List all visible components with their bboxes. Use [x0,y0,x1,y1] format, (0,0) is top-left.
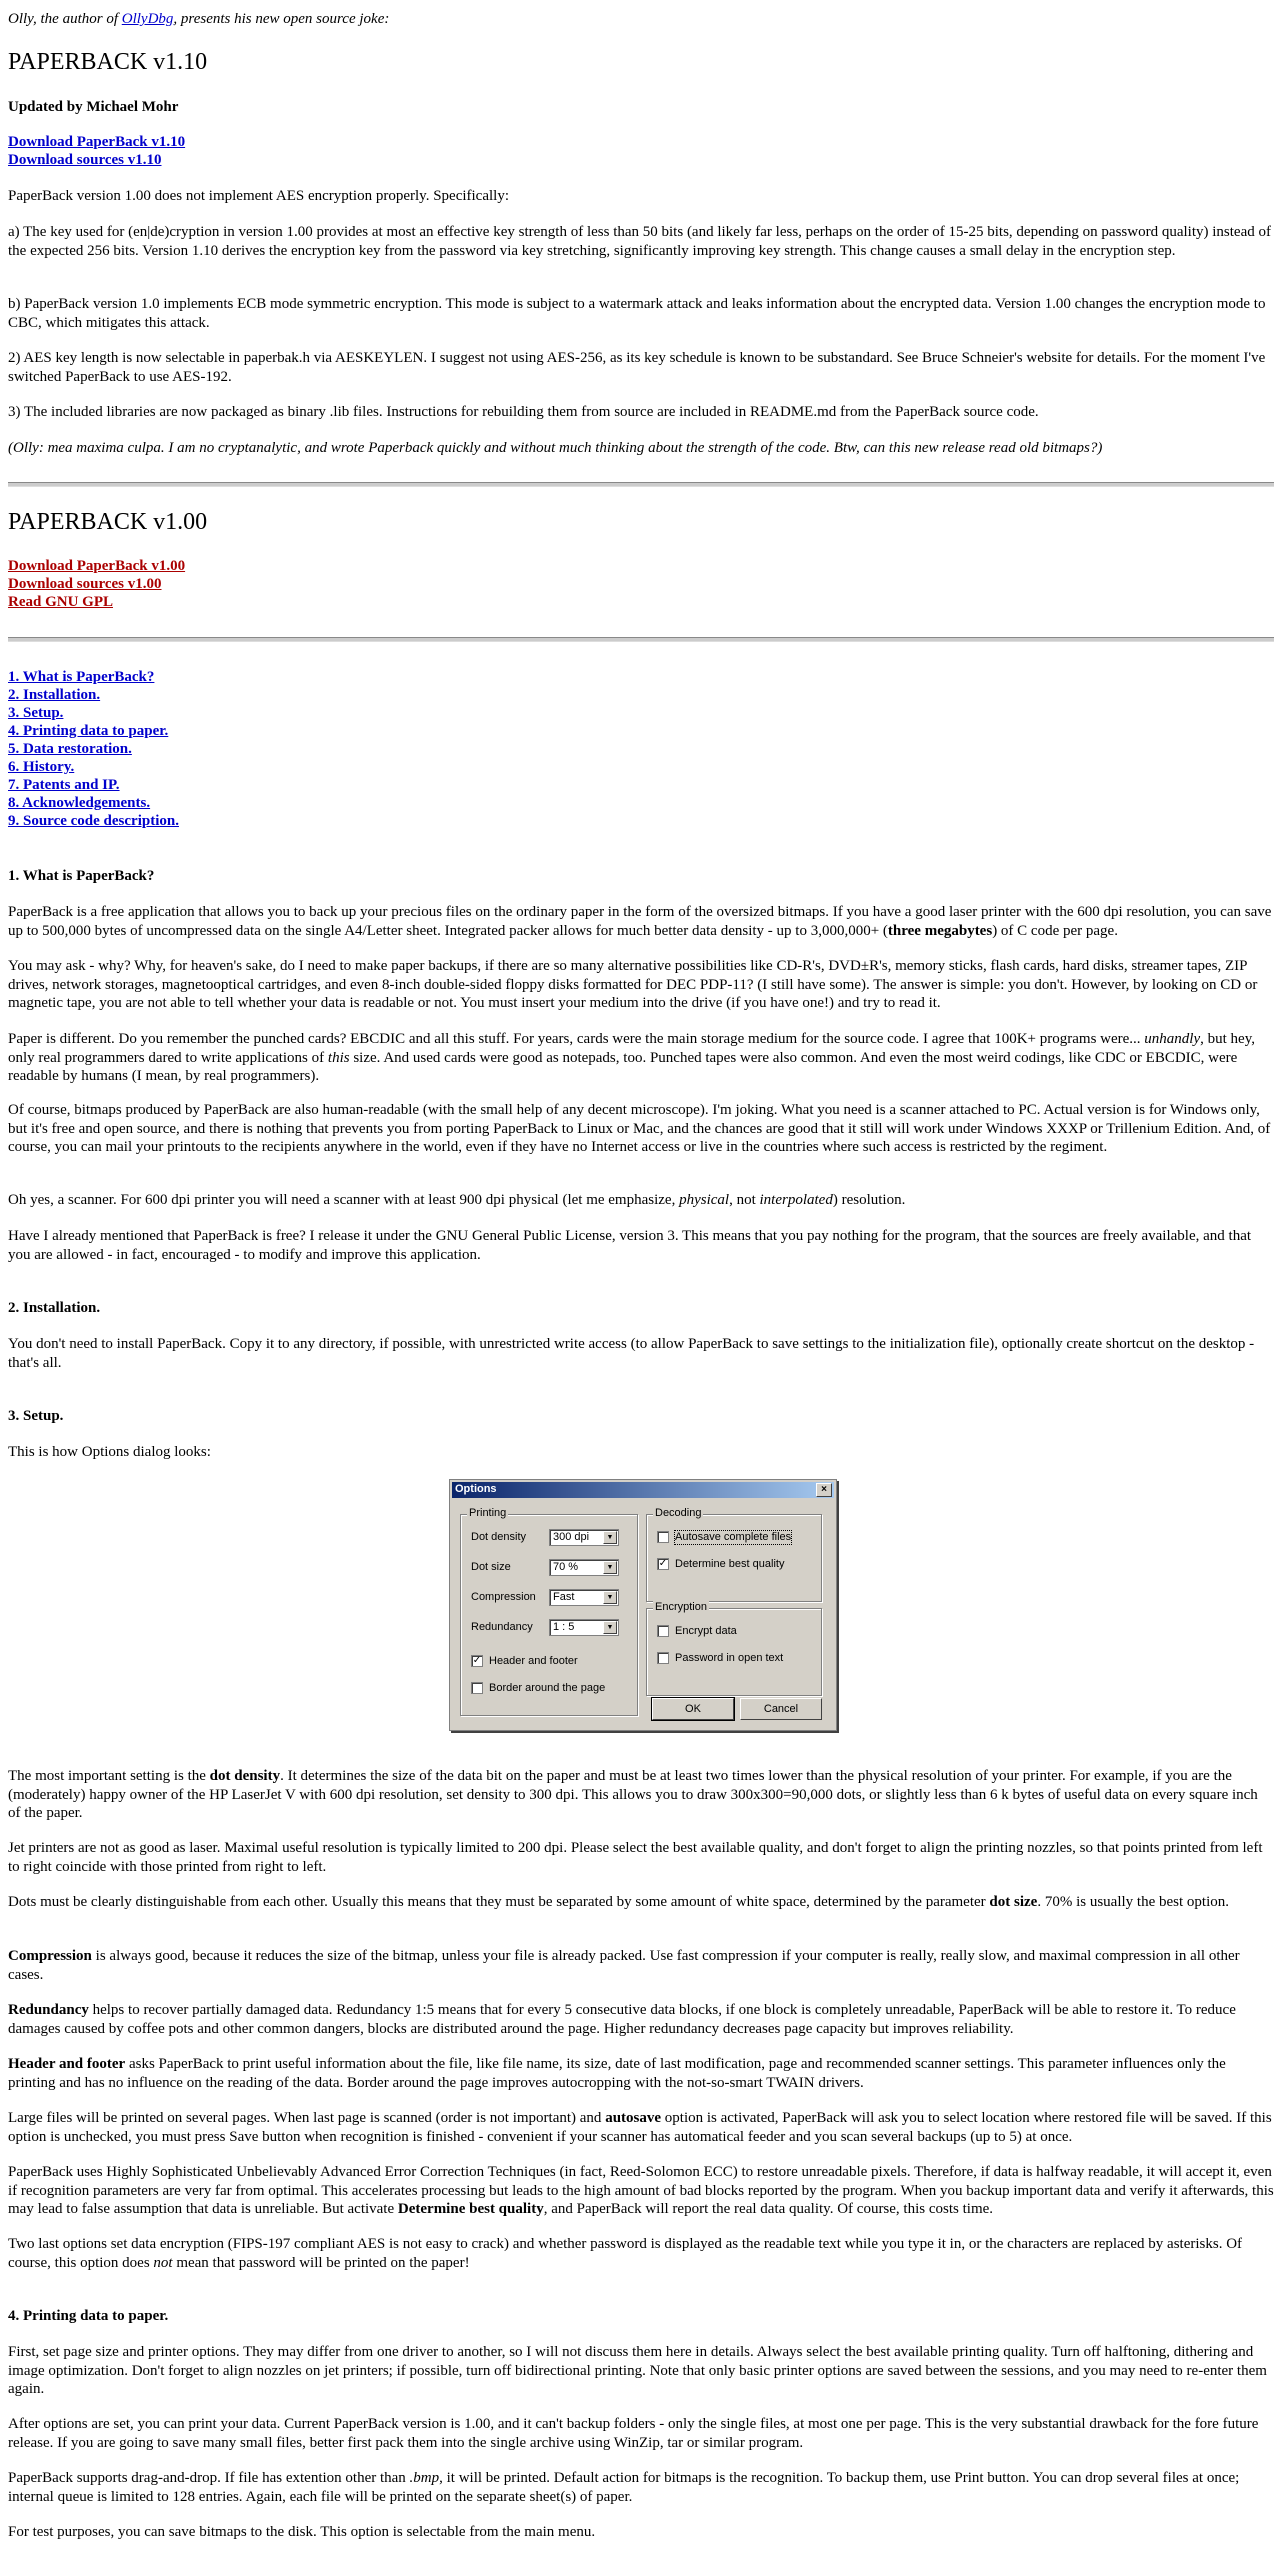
group-title: Printing [469,1507,507,1519]
section-4-heading: 4. Printing data to paper. [8,2308,169,2324]
intro-text-2: , presents his new open source joke: [173,11,390,27]
text: ) of C code per page. [992,922,1118,939]
select-value: 1 : 5 [553,1621,575,1633]
s3-para-2: Jet printers are not as good as laser. Maximal useful resolution is typically limited to 200 dpi. Please select the best available quality, and don't forget to align the printing nozzles, so that points printed from left to right coincide with those printed from right to left. [8,1840,1263,1875]
text: size. And used cards were good as notepads, too. Punched tapes were also common. And even the most weird codings, like CDC or EBCDIC, were readable by humans (I mean, by real programmers). [8,1049,1238,1084]
toc-item[interactable]: 7. Patents and IP. [8,777,120,793]
options-dialog [449,1479,837,1731]
text: , it will be printed. Default action for bitmaps is the recognition. To backup them, use Print button. You can drop several files at once; internal queue is limited to 128 entries. Again, each file will be printed on the separate sheet(s) of paper. [8,2470,1240,2505]
text: , and PaperBack will report the real data quality. Of course, this costs time. [543,2201,994,2217]
s3-intro: This is how Options dialog looks: [8,1444,211,1460]
autosave-label: Autosave complete files [675,1531,792,1543]
toc-item[interactable]: 8. Acknowledgements. [8,795,151,811]
section-2-heading: 2. Installation. [8,1300,101,1316]
divider [8,482,1274,487]
text: ) resolution. [832,1192,906,1208]
password-open-label: Password in open text [675,1652,784,1664]
text-italic: interpolated [759,1192,833,1208]
s3-para-8 [8,2163,1274,2219]
text: asks PaperBack to print useful information about the file, like file name, its size, date of last modification, page and recommended scanner settings. This parameter influences only the printing and has no influence on the reading of the data. Border around the page improves autocropping with the not-so-smart TWAIN drivers. [8,2056,1226,2091]
text: PaperBack uses Highly Sophisticated Unbelievably Advanced Error Correction Techniques (in fact, Reed-Solomon ECC) to restore unreadable pixels. Therefore, if data is halfway readable, it will accept it, even if recognition parameters are very far from optimal. This accelerates processing but leads to the high amount of bad blocks reported by the program. When you backup important data and verify it afterwards, this may lead to false assumption that data is unreliable. But activate [8,2164,1274,2217]
dot-density-select[interactable] [549,1529,619,1546]
header-footer-checkbox[interactable]: ✓ [472,1655,482,1666]
v100-title: PAPERBACK v1.00 [8,509,208,535]
group-title: Encryption [655,1601,707,1613]
dropdown-arrow-icon: ▼ [603,1621,617,1634]
s2-para-1: You don't need to install PaperBack. Copy it to any directory, if possible, with unrestricted write access (to allow PaperBack to save settings to the initialization file), optionally create shortcut on the desktop - that's all. [8,1336,1255,1371]
text: Dots must be clearly distinguishable from each other. Usually this means that they must be separated by some amount of white space, determined by the parameter [8,1894,990,1910]
compression-label: Compression [471,1591,536,1603]
s4-para-1: First, set page size and printer options. They may differ from one driver to another, so I will not discuss them here in details. Always select the best available printing quality. Turn off halftoning, dithering and image optimization. Don't forget to align nozzles on jet printers; if possible, turn off bidirectional printing. Note that only basic printer options are saved between the sessions, and you may need to re-enter them again. [8,2344,1267,2397]
dropdown-arrow-icon: ▼ [603,1561,617,1574]
text-italic: not [153,2254,173,2271]
text: Paper is different. Do you remember the punched cards? EBCDIC and all this stuff. For years, cards were the main storage medium for the source code. I agree that 100K+ programs were... [8,1031,1145,1047]
s3-para-3 [8,1893,1274,1912]
text-bold: Redundancy [8,2002,89,2018]
download-sources-110-link[interactable]: Download sources v1.10 [8,152,162,168]
text: , but hey, only real programmers dared to write applications of [8,1031,1255,1066]
dropdown-arrow-icon: ▼ [603,1531,617,1544]
decoding-group [646,1507,822,1602]
text-italic: this [327,1049,350,1066]
s4-para-2: After options are set, you can print your data. Current PaperBack version is 1.00, and it can't backup folders - only the single files, at most one per page. This is the very substantial drawback for the fore future release. If you are going to save many small files, better first pack them into the single archive using WinZip, tar or similar program. [8,2416,1259,2451]
dot-size-label: Dot size [471,1561,511,1573]
encrypt-label: Encrypt data [675,1625,737,1637]
autosave-checkbox[interactable] [657,1531,669,1543]
s3-para-1 [8,1767,1274,1823]
v110-para-2: a) The key used for (en|de)cryption in version 1.00 provides at most an effective key strength of less than 50 bits (and likely far less, perhaps on the order of 15-25 bits, depending on password quality) instead of the expected 256 bits. Version 1.10 derives the encryption key from the password via key stretching, significantly improving key strength. This change causes a small delay in the encryption step. [8,224,1271,259]
toc-item[interactable]: 6. History. [8,759,75,775]
text: PaperBack is a free application that allows you to back up your precious files on the ordinary paper in the form of the oversized bitmaps. If you have a good laser printer with the 600 dpi resolution, you can save up to 500,000 bytes of uncompressed data on the single A4/Letter sheet. Integrated packer allows for much better data density - up to 3,000,000+ ( [8,904,1272,939]
v110-downloads [8,133,1274,169]
best-quality-label: Determine best quality [675,1558,785,1570]
text: is always good, because it reduces the size of the bitmap, unless your file is already packed. Use fast compression if your computer is really, really slow, and maximal compression in all other cases. [8,1948,1240,1983]
section-3-heading: 3. Setup. [8,1408,64,1424]
text: PaperBack supports drag-and-drop. If file has extention other than [8,2470,410,2486]
text-bold: Compression [8,1948,92,1964]
s1-para-6: Have I already mentioned that PaperBack is free? I release it under the GNU General Public License, version 3. This means that you pay nothing for the program, that the sources are freely available, and that you are allowed - in fact, encouraged - to modify and improve this application. [8,1228,1252,1263]
close-icon[interactable]: × [816,1483,832,1497]
border-checkbox[interactable] [471,1682,483,1694]
download-paperback-110-link[interactable]: Download PaperBack v1.10 [8,134,186,150]
redundancy-label: Redundancy [471,1621,533,1633]
best-quality-checkbox[interactable]: ✓ [658,1558,668,1569]
border-label: Border around the page [489,1682,606,1694]
toc-item[interactable]: 9. Source code description. [8,813,179,829]
text-italic: physical [679,1192,730,1208]
select-value: 70 % [553,1561,579,1573]
header-footer-label: Header and footer [489,1655,578,1667]
group-title: Decoding [655,1507,702,1519]
toc-item[interactable]: 4. Printing data to paper. [8,723,169,739]
s3-para-4 [8,1947,1274,1984]
intro [8,10,389,29]
text: Two last options set data encryption (FIPS-197 compliant AES is not easy to crack) and whether password is displayed as the readable text while you type it in, or the characters are replaced by asterisks. Of course, this option does [8,2236,1243,2271]
cancel-button[interactable]: Cancel [740,1698,822,1720]
s4-para-4: For test purposes, you can save bitmaps to the disk. This option is selectable from the main menu. [8,2524,596,2540]
compression-select[interactable] [549,1589,619,1606]
v110-para-1: PaperBack version 1.00 does not implement AES encryption properly. Specifically: [8,188,509,204]
dialog-titlebar [452,1482,834,1498]
dot-density-label: Dot density [471,1531,527,1543]
text-bold: three megabytes [887,922,993,939]
encryption-group [646,1601,822,1696]
toc-item[interactable]: 2. Installation. [8,687,101,703]
s1-para-5 [8,1191,1274,1210]
text: The most important setting is the [8,1768,210,1784]
printing-group [460,1507,638,1716]
encrypt-checkbox[interactable] [657,1625,669,1637]
intro-text: Olly, the author of [8,11,122,27]
v110-para-5: 3) The included libraries are now packaged as binary .lib files. Instructions for rebuilding them from source are included in README.md from the PaperBack source code. [8,404,1039,420]
text: option is activated, PaperBack will ask you to select location where restored file will be saved. If this option is unchecked, you must press Save button when recognition is finished - convenient if your scanner has automatical feeder and you scan several backups (up to 5) at once. [8,2110,1272,2145]
download-paperback-100-link[interactable]: Download PaperBack v1.00 [8,558,186,574]
s3-para-5 [8,2001,1274,2038]
text: Large files will be printed on several pages. When last page is scanned (order is not important) and [8,2110,606,2126]
s4-para-3 [8,2469,1274,2506]
text-bold: Determine best quality [397,2201,544,2217]
text-bold: Header and footer [8,2056,126,2072]
read-gpl-link[interactable]: Read GNU GPL [8,594,113,610]
ok-button[interactable]: OK [652,1698,734,1720]
dropdown-arrow-icon: ▼ [603,1591,617,1604]
select-value: Fast [553,1591,575,1603]
ollydbg-link[interactable]: OllyDbg [121,11,174,27]
text-bold: dot density [209,1768,281,1784]
s3-para-7 [8,2109,1274,2146]
toc-item[interactable]: 3. Setup. [8,705,64,721]
table-of-contents [8,668,1274,830]
dialog-title: Options [455,1483,497,1495]
s3-para-6 [8,2055,1274,2092]
text: mean that password will be printed on the paper! [172,2254,470,2271]
s3-para-9 [8,2235,1274,2272]
download-sources-100-link[interactable]: Download sources v1.00 [8,576,162,592]
dot-size-select[interactable] [549,1559,619,1576]
s1-para-3 [8,1030,1274,1086]
s1-para-2: You may ask - why? Why, for heaven's sake, do I need to make paper backups, if there are so many alternative possibilities like CD-R's, DVD±R's, memory sticks, flash cards, hard disks, streamer tapes, ZIP drives, network storages, magnetooptical cartridges, and even 8-inch double-sided floppy disks formatted for DEC PDP-11? (I still have some). The answer is simple: you don't. However, by looking on CD or magnetic tape, you are not able to tell whether your data is readable or not. You must insert your medium into the drive (if you have one!) and try to read it. [8,958,1258,1011]
divider [8,637,1274,642]
select-value: 300 dpi [553,1531,590,1543]
text: helps to recover partially damaged data. Redundancy 1:5 means that for every 5 consecutive data blocks, if one block is completely unreadable, PaperBack will be able to restore it. To reduce damages caused by coffee pots and other common dangers, blocks are distributed around the page. Higher redundancy decreases page capacity but improves reliability. [8,2002,1236,2037]
redundancy-select[interactable] [549,1619,619,1636]
s1-para-1 [8,903,1274,940]
v110-para-4: 2) AES key length is now selectable in paperbak.h via AESKEYLEN. I suggest not using AES-256, as its key schedule is known to be substandard. See Bruce Schneier's website for details. For the moment I've switched PaperBack to use AES-192. [8,350,1266,385]
section-1-heading: 1. What is PaperBack? [8,868,155,884]
text-bold: autosave [605,2110,662,2126]
password-open-checkbox[interactable] [657,1652,669,1664]
s1-para-4: Of course, bitmaps produced by PaperBack are also human-readable (with the small help of any decent microscope). I'm joking. What you need is a scanner attached to PC. Actual version is for Windows only, but it's free and open source, and there is nothing that prevents you from porting PaperBack to Linux or Mac, and the chances are good that it still will work under Windows XXXP or Trillenium Edition. And, of course, you can mail your printouts to the recipients anywhere in the world, even if they have no Internet access or live in the countries where such access is restricted by the regiment. [8,1102,1271,1155]
text-italic: unhandly [1144,1031,1201,1047]
text: . 70% is usually the best option. [1037,1894,1229,1910]
text: . It determines the size of the data bit on the paper and must be at least two times lower than the physical resolution of your printer. For example, if you are the (moderately) happy owner of the HP LaserJet V with 600 dpi resolution, set density to 300 dpi. This allows you to draw 300x300=90,000 dots, or slightly less than 6 k bytes of useful data on every square inch of the paper. [8,1768,1258,1821]
v100-links [8,557,1274,611]
v110-para-3: b) PaperBack version 1.0 implements ECB mode symmetric encryption. This mode is subject to a watermark attack and leaks information about the encrypted data. Version 1.00 changes the encryption mode to CBC, which mitigates this attack. [8,296,1266,331]
text-bold: dot size [989,1894,1038,1910]
v110-para-6: (Olly: mea maxima culpa. I am no cryptanalytic, and wrote Paperback quickly and without much thinking about the strength of the code. Btw, can this new release read old bitmaps?) [8,440,1103,456]
v110-title: PAPERBACK v1.10 [8,49,208,75]
toc-item[interactable]: 5. Data restoration. [8,741,132,757]
v110-updated-by: Updated by Michael Mohr [8,99,179,115]
text: , not [729,1192,760,1208]
toc-item[interactable]: 1. What is PaperBack? [8,669,155,685]
text-italic: .bmp [409,2470,440,2486]
text: Oh yes, a scanner. For 600 dpi printer you will need a scanner with at least 900 dpi physical (let me emphasize, [8,1192,680,1208]
